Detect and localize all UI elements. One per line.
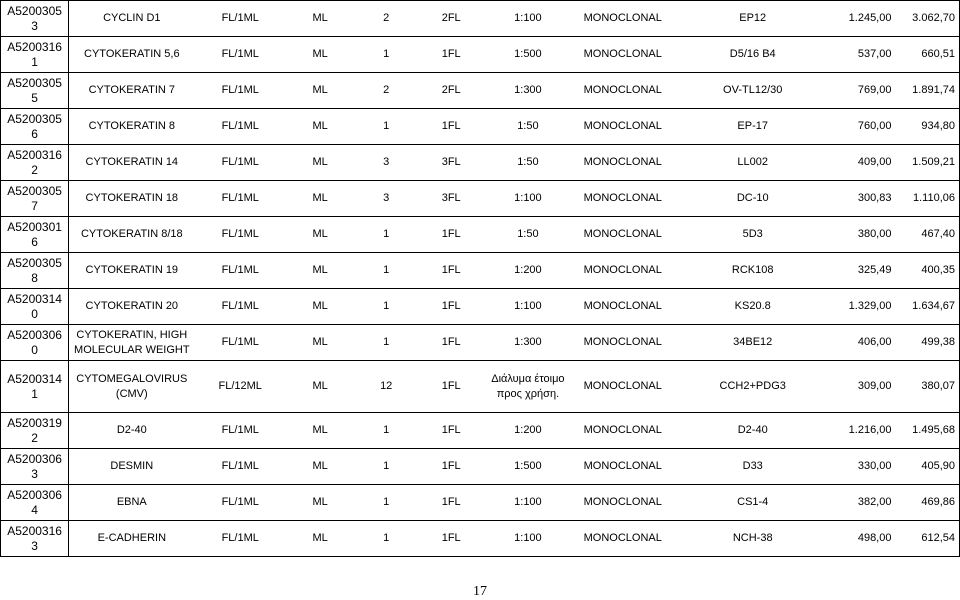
cell-clone: CCH2+PDG3	[674, 361, 832, 413]
cell-dilution: 1:500	[484, 449, 571, 485]
cell-total: 660,51	[895, 37, 959, 73]
cell-price: 325,49	[832, 253, 896, 289]
cell-unit: ML	[286, 37, 354, 73]
cell-name: D2-40	[69, 413, 195, 449]
cell-name: CYTOKERATIN 8	[69, 109, 195, 145]
cell-price: 300,83	[832, 181, 896, 217]
cell-unit: ML	[286, 109, 354, 145]
cell-total: 405,90	[895, 449, 959, 485]
cell-clone: CS1-4	[674, 485, 832, 521]
cell-dilution: 1:200	[484, 413, 571, 449]
cell-total: 1.110,06	[895, 181, 959, 217]
cell-dilution: 1:200	[484, 253, 571, 289]
item-code: A52003161	[1, 37, 69, 73]
cell-qty: 12	[354, 361, 418, 413]
cell-price: 382,00	[832, 485, 896, 521]
cell-unit: ML	[286, 361, 354, 413]
item-code: A52003058	[1, 253, 69, 289]
cell-name: EBNA	[69, 485, 195, 521]
cell-clone: 5D3	[674, 217, 832, 253]
cell-total: 380,07	[895, 361, 959, 413]
cell-total: 467,40	[895, 217, 959, 253]
cell-qty: 3	[354, 181, 418, 217]
cell-name: CYTOKERATIN 7	[69, 73, 195, 109]
cell-type: MONOCLONAL	[572, 73, 674, 109]
cell-pack: FL/1ML	[194, 413, 286, 449]
cell-total: 499,38	[895, 325, 959, 361]
cell-qty: 1	[354, 289, 418, 325]
cell-type: MONOCLONAL	[572, 181, 674, 217]
cell-unit: ML	[286, 217, 354, 253]
cell-price: 330,00	[832, 449, 896, 485]
cell-unit: ML	[286, 145, 354, 181]
cell-clone: D2-40	[674, 413, 832, 449]
cell-fl: 3FL	[418, 145, 484, 181]
cell-fl: 1FL	[418, 485, 484, 521]
cell-type: MONOCLONAL	[572, 521, 674, 557]
table-row	[1, 1, 960, 37]
cell-clone: EP-17	[674, 109, 832, 145]
cell-type: MONOCLONAL	[572, 109, 674, 145]
cell-qty: 3	[354, 145, 418, 181]
cell-clone: D33	[674, 449, 832, 485]
cell-pack: FL/1ML	[194, 181, 286, 217]
table-row	[1, 181, 960, 217]
cell-pack: FL/1ML	[194, 485, 286, 521]
cell-dilution: 1:50	[484, 217, 571, 253]
cell-qty: 1	[354, 109, 418, 145]
cell-name: CYCLIN D1	[69, 1, 195, 37]
cell-price: 409,00	[832, 145, 896, 181]
table-row	[1, 413, 960, 449]
cell-pack: FL/12ML	[194, 361, 286, 413]
item-code: A52003063	[1, 449, 69, 485]
cell-price: 1.329,00	[832, 289, 896, 325]
cell-price: 498,00	[832, 521, 896, 557]
cell-pack: FL/1ML	[194, 109, 286, 145]
cell-qty: 1	[354, 413, 418, 449]
cell-clone: 34BE12	[674, 325, 832, 361]
cell-total: 3.062,70	[895, 1, 959, 37]
item-code: A52003060	[1, 325, 69, 361]
cell-price: 1.216,00	[832, 413, 896, 449]
cell-qty: 1	[354, 37, 418, 73]
cell-unit: ML	[286, 73, 354, 109]
cell-type: MONOCLONAL	[572, 217, 674, 253]
cell-fl: 1FL	[418, 217, 484, 253]
table-row	[1, 109, 960, 145]
cell-name: CYTOKERATIN 20	[69, 289, 195, 325]
cell-pack: FL/1ML	[194, 73, 286, 109]
table-row	[1, 253, 960, 289]
item-code: A52003192	[1, 413, 69, 449]
item-code: A52003163	[1, 521, 69, 557]
table-row	[1, 485, 960, 521]
cell-price: 537,00	[832, 37, 896, 73]
cell-dilution: 1:50	[484, 109, 571, 145]
item-code: A52003057	[1, 181, 69, 217]
table-row	[1, 361, 960, 413]
table-row	[1, 449, 960, 485]
cell-total: 934,80	[895, 109, 959, 145]
cell-fl: 2FL	[418, 1, 484, 37]
cell-dilution: 1:300	[484, 325, 571, 361]
cell-type: MONOCLONAL	[572, 485, 674, 521]
cell-price: 309,00	[832, 361, 896, 413]
cell-dilution: 1:100	[484, 181, 571, 217]
cell-clone: DC-10	[674, 181, 832, 217]
cell-dilution: 1:100	[484, 1, 571, 37]
cell-dilution: 1:300	[484, 73, 571, 109]
cell-clone: NCH-38	[674, 521, 832, 557]
cell-total: 1.509,21	[895, 145, 959, 181]
cell-type: MONOCLONAL	[572, 145, 674, 181]
cell-type: MONOCLONAL	[572, 361, 674, 413]
cell-type: MONOCLONAL	[572, 413, 674, 449]
table-row	[1, 521, 960, 557]
cell-pack: FL/1ML	[194, 145, 286, 181]
cell-pack: FL/1ML	[194, 325, 286, 361]
cell-fl: 1FL	[418, 253, 484, 289]
item-code: A52003056	[1, 109, 69, 145]
cell-name: CYTOKERATIN 5,6	[69, 37, 195, 73]
cell-total: 400,35	[895, 253, 959, 289]
cell-type: MONOCLONAL	[572, 1, 674, 37]
item-code: A52003162	[1, 145, 69, 181]
item-code: A52003016	[1, 217, 69, 253]
cell-dilution: Διάλυμα έτοιμο προς χρήση.	[484, 361, 571, 413]
cell-dilution: 1:100	[484, 521, 571, 557]
table-row	[1, 217, 960, 253]
cell-fl: 1FL	[418, 325, 484, 361]
cell-pack: FL/1ML	[194, 449, 286, 485]
cell-name: CYTOKERATIN, HIGH MOLECULAR WEIGHT	[69, 325, 195, 361]
cell-clone: KS20.8	[674, 289, 832, 325]
cell-fl: 1FL	[418, 413, 484, 449]
cell-fl: 1FL	[418, 289, 484, 325]
cell-dilution: 1:50	[484, 145, 571, 181]
table-row	[1, 289, 960, 325]
cell-pack: FL/1ML	[194, 521, 286, 557]
cell-unit: ML	[286, 413, 354, 449]
cell-fl: 1FL	[418, 521, 484, 557]
table-row	[1, 145, 960, 181]
cell-type: MONOCLONAL	[572, 289, 674, 325]
cell-dilution: 1:500	[484, 37, 571, 73]
cell-fl: 1FL	[418, 449, 484, 485]
cell-clone: EP12	[674, 1, 832, 37]
cell-total: 612,54	[895, 521, 959, 557]
table-row	[1, 325, 960, 361]
cell-qty: 1	[354, 253, 418, 289]
table-row	[1, 73, 960, 109]
cell-price: 760,00	[832, 109, 896, 145]
cell-pack: FL/1ML	[194, 37, 286, 73]
cell-clone: OV-TL12/30	[674, 73, 832, 109]
cell-total: 1.634,67	[895, 289, 959, 325]
item-code: A52003064	[1, 485, 69, 521]
cell-total: 1.891,74	[895, 73, 959, 109]
cell-qty: 2	[354, 73, 418, 109]
cell-type: MONOCLONAL	[572, 449, 674, 485]
cell-name: CYTOMEGALOVIRUS (CMV)	[69, 361, 195, 413]
cell-clone: RCK108	[674, 253, 832, 289]
cell-clone: D5/16 B4	[674, 37, 832, 73]
cell-unit: ML	[286, 1, 354, 37]
item-code: A52003053	[1, 1, 69, 37]
cell-fl: 1FL	[418, 361, 484, 413]
table-row	[1, 37, 960, 73]
item-code: A52003055	[1, 73, 69, 109]
cell-fl: 2FL	[418, 73, 484, 109]
cell-pack: FL/1ML	[194, 253, 286, 289]
cell-qty: 1	[354, 325, 418, 361]
cell-clone: LL002	[674, 145, 832, 181]
cell-pack: FL/1ML	[194, 217, 286, 253]
cell-unit: ML	[286, 325, 354, 361]
cell-type: MONOCLONAL	[572, 253, 674, 289]
cell-name: CYTOKERATIN 18	[69, 181, 195, 217]
cell-unit: ML	[286, 289, 354, 325]
cell-fl: 1FL	[418, 109, 484, 145]
cell-dilution: 1:100	[484, 289, 571, 325]
cell-name: CYTOKERATIN 19	[69, 253, 195, 289]
cell-pack: FL/1ML	[194, 289, 286, 325]
cell-unit: ML	[286, 485, 354, 521]
cell-qty: 1	[354, 217, 418, 253]
cell-fl: 1FL	[418, 37, 484, 73]
cell-qty: 1	[354, 485, 418, 521]
cell-name: CYTOKERATIN 14	[69, 145, 195, 181]
cell-type: MONOCLONAL	[572, 37, 674, 73]
cell-fl: 3FL	[418, 181, 484, 217]
cell-name: CYTOKERATIN 8/18	[69, 217, 195, 253]
cell-price: 406,00	[832, 325, 896, 361]
cell-price: 1.245,00	[832, 1, 896, 37]
cell-dilution: 1:100	[484, 485, 571, 521]
page-number: 17	[473, 584, 487, 599]
cell-price: 380,00	[832, 217, 896, 253]
cell-qty: 2	[354, 1, 418, 37]
item-code: A52003141	[1, 361, 69, 413]
cell-pack: FL/1ML	[194, 1, 286, 37]
cell-name: DESMIN	[69, 449, 195, 485]
cell-unit: ML	[286, 521, 354, 557]
cell-unit: ML	[286, 449, 354, 485]
cell-unit: ML	[286, 181, 354, 217]
cell-total: 1.495,68	[895, 413, 959, 449]
cell-name: E-CADHERIN	[69, 521, 195, 557]
cell-qty: 1	[354, 521, 418, 557]
item-code: A52003140	[1, 289, 69, 325]
cell-qty: 1	[354, 449, 418, 485]
cell-total: 469,86	[895, 485, 959, 521]
cell-unit: ML	[286, 253, 354, 289]
cell-price: 769,00	[832, 73, 896, 109]
cell-type: MONOCLONAL	[572, 325, 674, 361]
